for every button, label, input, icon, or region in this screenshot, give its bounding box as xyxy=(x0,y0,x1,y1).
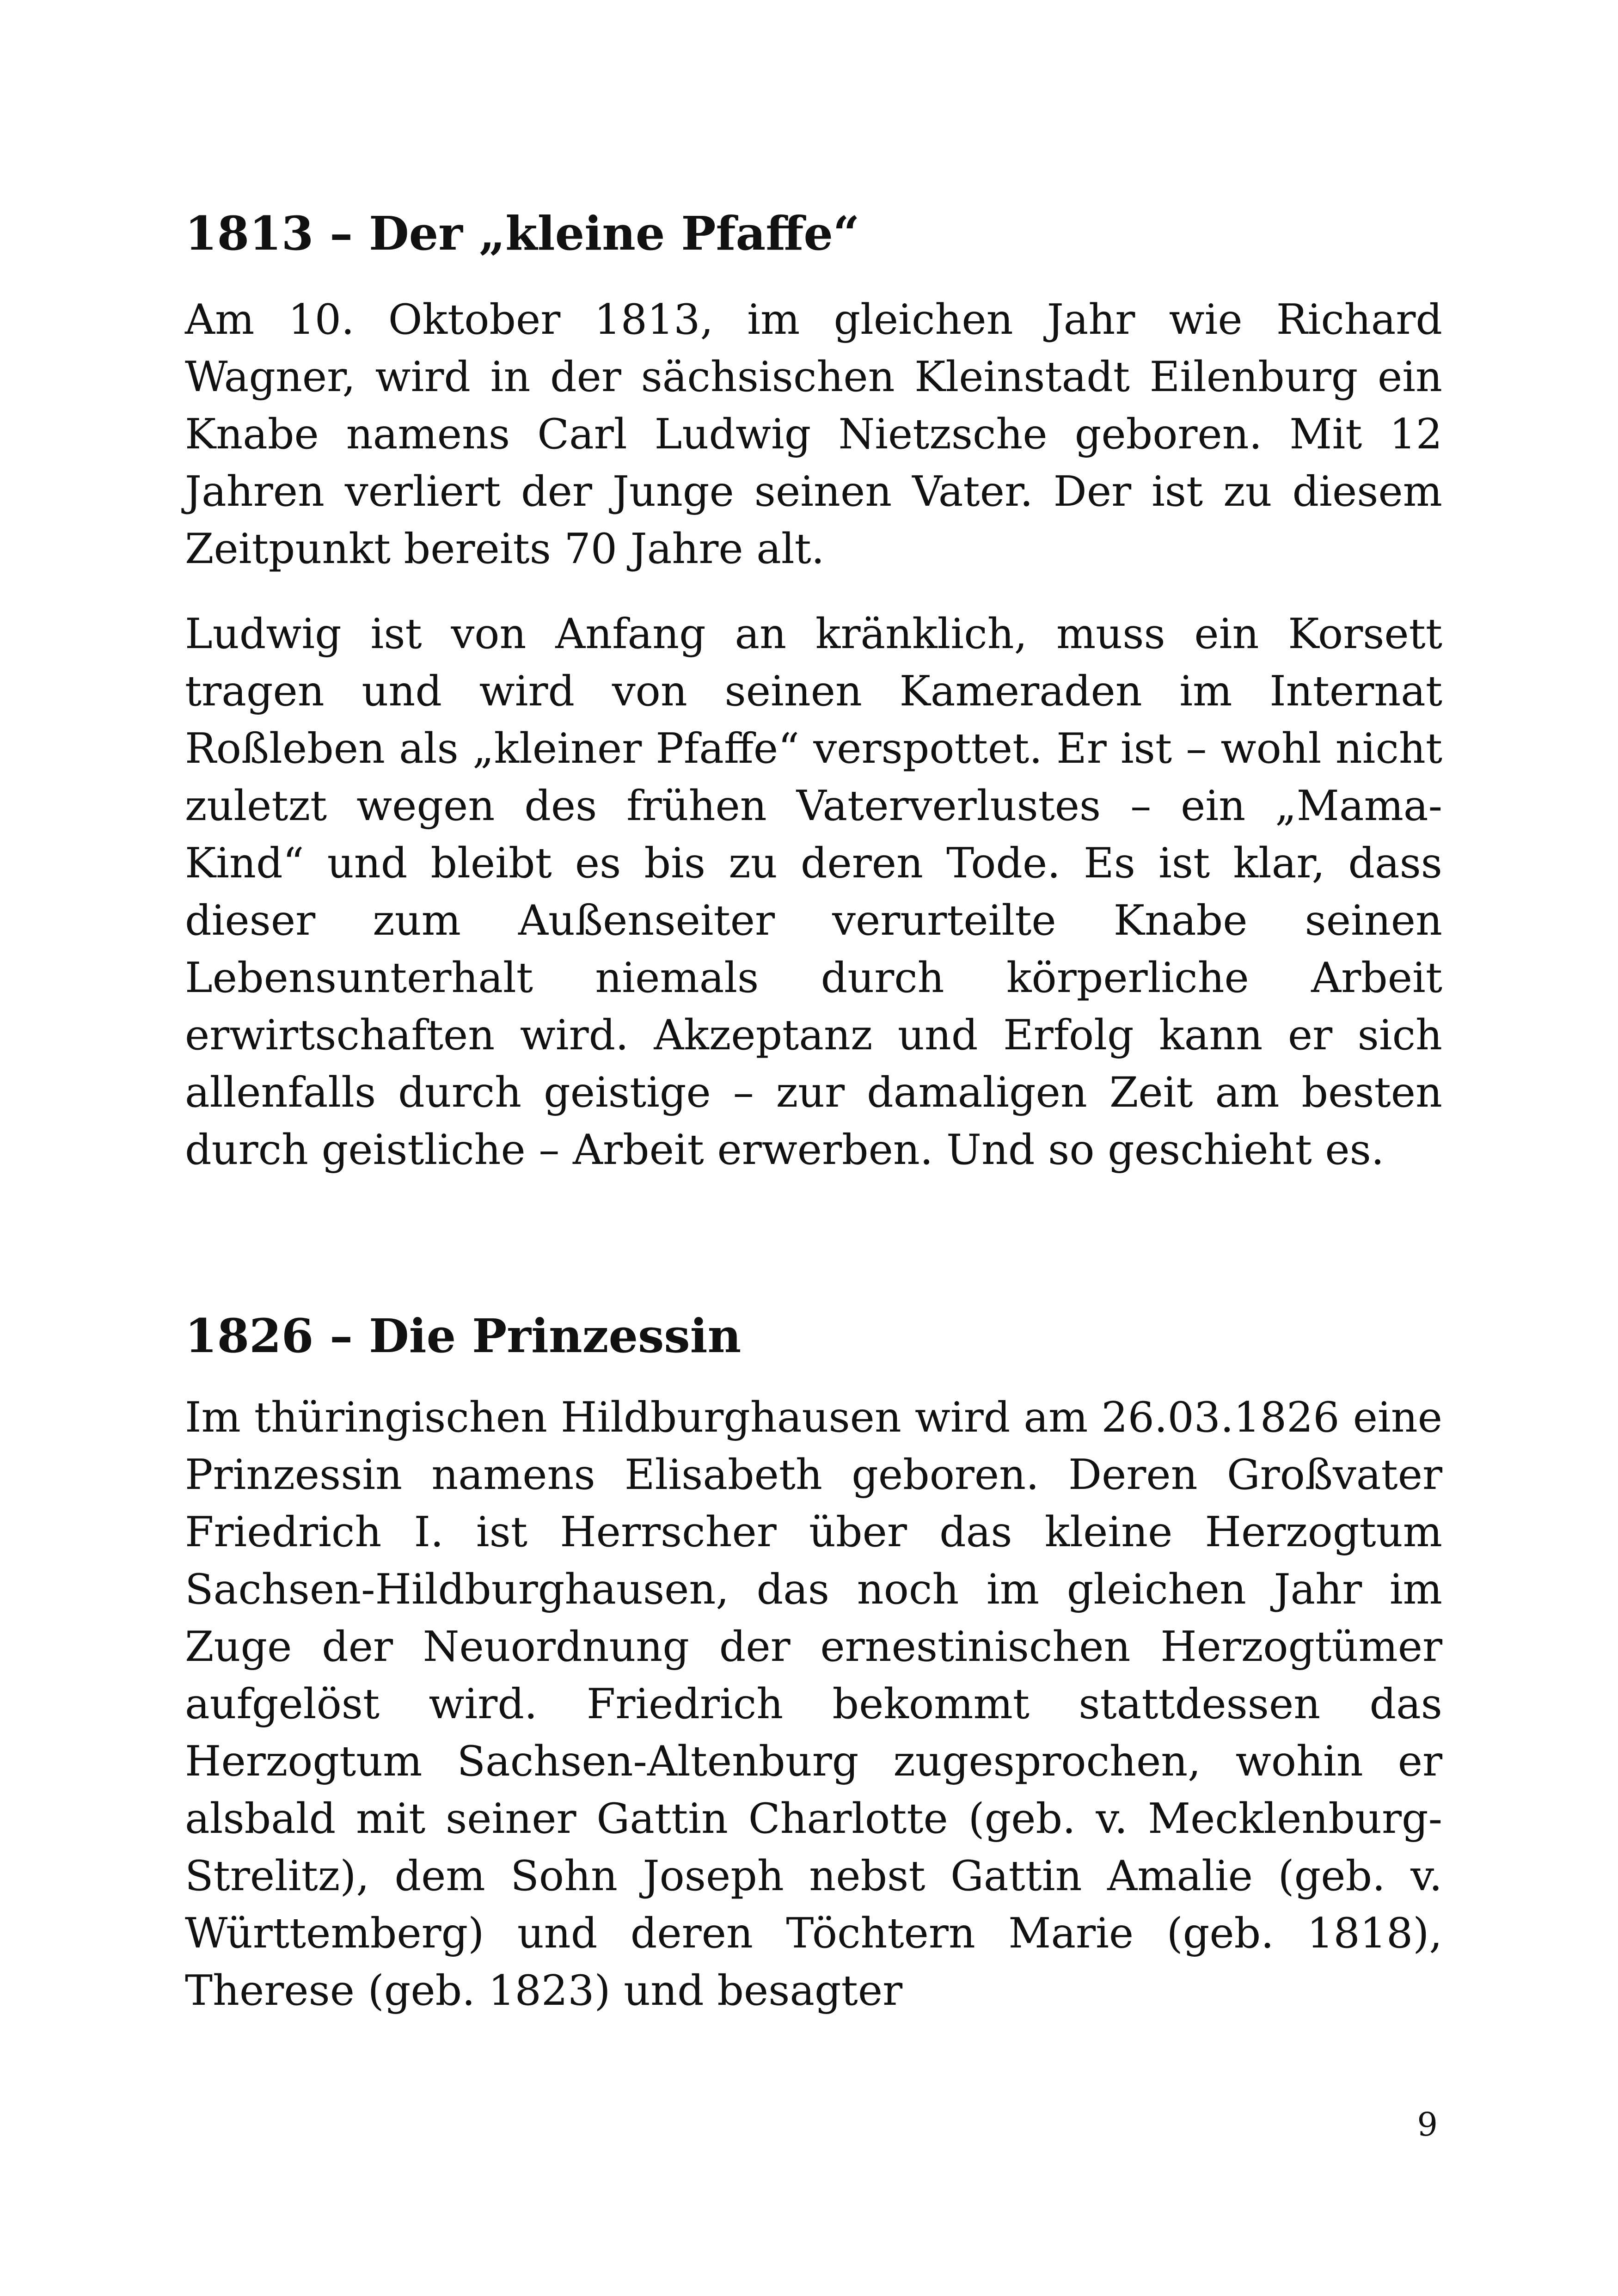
section-heading-1813: 1813 – Der „kleine Pfaffe“ xyxy=(185,206,860,261)
paragraph-ludwig-childhood: Ludwig ist von Anfang an kränklich, muss ein Korsett tragen und wird von seinen Kameraden im Internat Roßleben als „kleiner Pfaffe“ verspottet. Er ist – wohl nicht zuletzt wegen des frühen Vaterverlustes – ein „Mama-Kind“ und bleibt es bis zu deren Tode. Es ist klar, dass dieser zum Außenseiter verurteilte Knabe seinen Lebensunterhalt niemals durch körperliche Arbeit erwirtschaften wird. Akzeptanz und Erfolg kann er sich allenfalls durch geistige – zur damaligen Zeit am besten durch geistliche – Arbeit erwerben. Und so geschieht es. xyxy=(185,610,1442,1174)
section-heading-1826: 1826 – Die Prinzessin xyxy=(185,1309,742,1363)
paragraph-princess-elisabeth: Im thüringischen Hildburghausen wird am 26.03.1826 eine Prinzessin namens Elisabeth geboren. Deren Großvater Friedrich I. ist Herrscher über das kleine Herzogtum Sachsen-Hildburghausen, das noch im gleichen Jahr im Zuge der Neuordnung der ernestinischen Herzogtümer aufgelöst wird. Friedrich bekommt stattdessen das Herzogtum Sachsen-Altenburg zugesprochen, wohin er alsbald mit seiner Gattin Charlotte (geb. v. Mecklenburg-Strelitz), dem Sohn Joseph nebst Gattin Amalie (geb. v. Württemberg) und deren Töchtern Marie (geb. 1818), Therese (geb. 1823) und besagter xyxy=(185,1393,1442,2015)
page-number: 9 xyxy=(1417,2106,1438,2143)
paragraph-birth-ludwig: Am 10. Oktober 1813, im gleichen Jahr wie Richard Wagner, wird in der sächsischen Kleinstadt Eilenburg ein Knabe namens Carl Ludwig Nietzsche geboren. Mit 12 Jahren verliert der Junge seinen Vater. Der ist zu diesem Zeitpunkt bereits 70 Jahre alt. xyxy=(185,295,1442,573)
